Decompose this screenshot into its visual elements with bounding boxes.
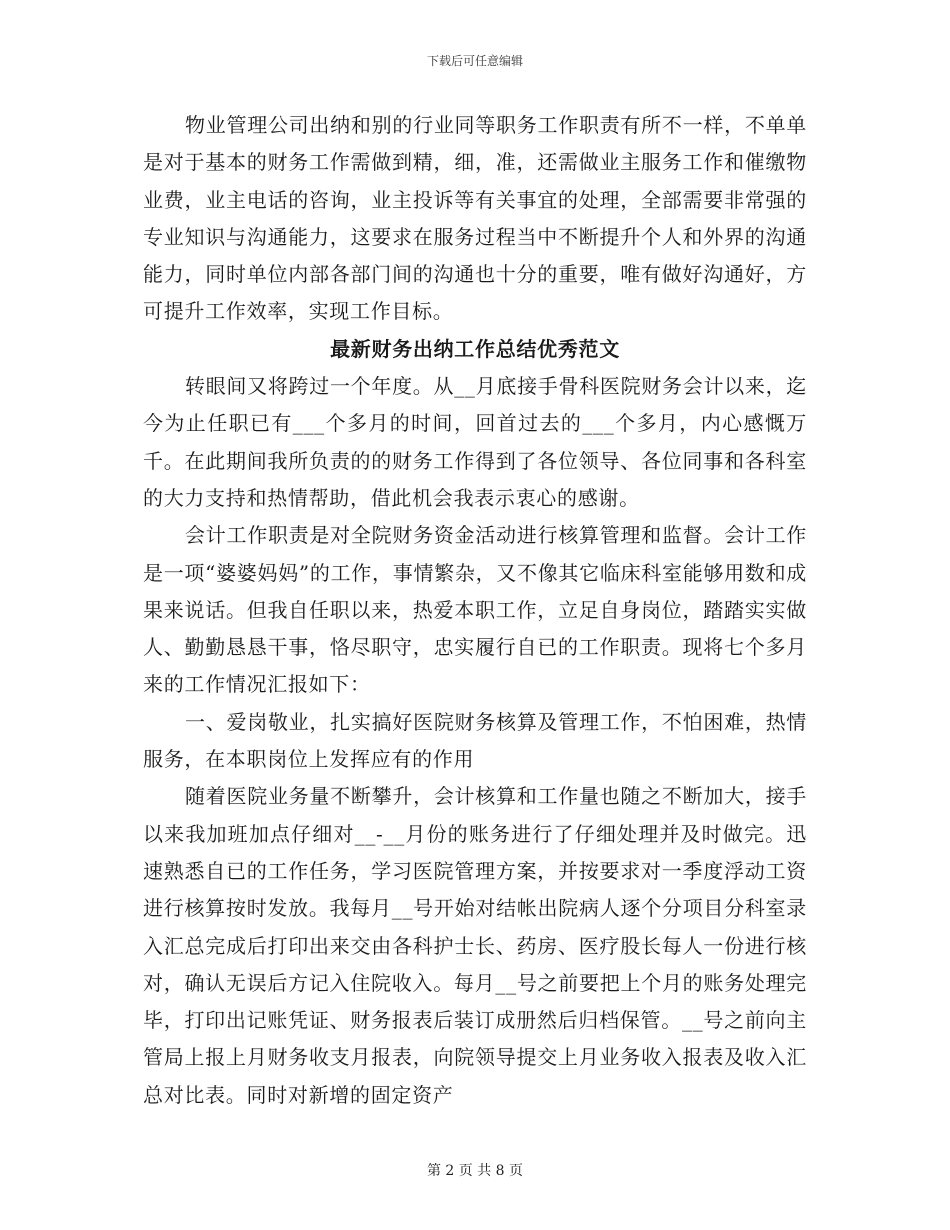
paragraph-3: 一、爱岗敬业，扎实搞好医院财务核算及管理工作，不怕困难，热情服务，在本职岗位上发挥应有的作用 — [143, 709, 807, 772]
paragraph-4: 随着医院业务量不断攀升，会计核算和工作量也随之不断加大，接手以来我加班加点仔细对__-__月份的账务进行了仔细处理并及时做完。迅速熟悉自已的工作任务，学习医院管理方案，并按要求对一季度浮动工资进行核算按时发放。我每月__号开始对结帐出院病人逐个分项目分科室录入汇总完成后打印出来交由各科护士长、药房、医疗股长每人一份进行核对，确认无误后方记入住院收入。每月__号之前要把上个月的账务处理完毕，打印出记账凭证、财务报表后装订成册然后归档保管。__号之前向主管局上报上月财务收支月报表，向院领导提交上月业务收入报表及收入汇总对比表。同时对新增的固定资产 — [143, 784, 807, 1107]
page-number: 第 2 页 共 8 页 — [426, 1163, 524, 1179]
header-note: 下载后可任意编辑 — [426, 54, 523, 68]
document-title: 最新财务出纳工作总结优秀范文 — [330, 336, 620, 361]
paragraph-2: 会计工作职责是对全院财务资金活动进行核算管理和监督。会计工作是一项“婆婆妈妈”的工作，事情繁杂，又不像其它临床科室能够用数和成果来说话。但我自任职以来，热爱本职工作，立足自身岗位，踏踏实实做人、勤勤恳恳干事，恪尽职守，忠实履行自已的工作职责。现将七个多月来的工作情况汇报如下： — [143, 523, 807, 697]
document-body — [143, 107, 807, 1114]
paragraph-intro: 物业管理公司出纳和别的行业同等职务工作职责有所不一样，不单单是对于基本的财务工作需做到精，细，准，还需做业主服务工作和催缴物业费，业主电话的咨询，业主投诉等有关事宜的处理，全部需要非常强的专业知识与沟通能力，这要求在服务过程当中不断提升个人和外界的沟通能力，同时单位内部各部门间的沟通也十分的重要，唯有做好沟通好，方可提升工作效率，实现工作目标。 — [143, 113, 807, 324]
paragraph-1: 转眼间又将跨过一个年度。从__月底接手骨科医院财务会计以来，迄今为止任职已有___个多月的时间，回首过去的___个多月，内心感慨万千。在此期间我所负责的的财务工作得到了各位领导、各位同事和各科室的大力支持和热情帮助，借此机会我表示衷心的感谢。 — [143, 374, 807, 510]
